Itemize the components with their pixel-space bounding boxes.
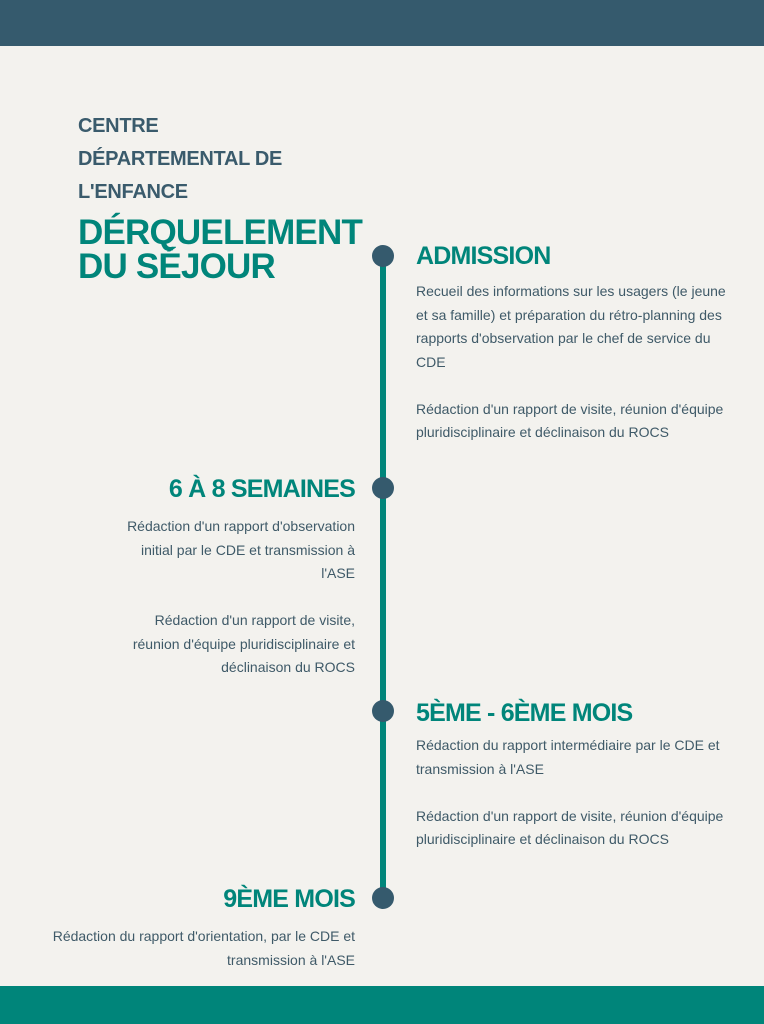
- step-heading-9-month: 9ÈME MOIS: [223, 885, 355, 913]
- top-banner: [0, 0, 764, 46]
- title-line: DÉRQUELEMENT: [78, 213, 363, 252]
- step-heading-admission: ADMISSION: [416, 242, 551, 270]
- org-line: CENTRE: [78, 115, 159, 137]
- step-paragraph: Recueil des informations sur les usagers (le jeune et sa famille) et préparation du rétro-planning des rapports d'observation par le chef de service du CDE: [416, 283, 726, 370]
- step-heading-6-8-weeks: 6 À 8 SEMAINES: [168, 475, 355, 503]
- step-paragraph: Rédaction du rapport intermédiaire par le CDE et transmission à l'ASE: [416, 737, 720, 777]
- page-title: [78, 213, 378, 286]
- title-line: DU SÉJOUR: [78, 247, 276, 286]
- organization-name: [78, 110, 318, 209]
- step-description-admission: [416, 280, 738, 445]
- timeline-dot-admission: [372, 245, 394, 267]
- step-paragraph: Rédaction d'un rapport de visite, réunion d'équipe pluridisciplinaire et déclinaison du ROCS: [416, 400, 724, 440]
- timeline-dot-5-6-month: [372, 700, 394, 722]
- step-description-6-8-weeks: [105, 515, 355, 680]
- step-heading-5-6-month: 5ÈME - 6ÈME MOIS: [416, 699, 633, 727]
- timeline-dot-6-8-weeks: [372, 477, 394, 499]
- step-description-9-month: [40, 925, 355, 972]
- timeline-dot-9-month: [372, 887, 394, 909]
- step-paragraph: Rédaction d'un rapport de visite, réunion d'équipe pluridisciplinaire et déclinaison du ROCS: [416, 807, 724, 847]
- step-paragraph: Rédaction d'un rapport de visite, réunion d'équipe pluridisciplinaire et déclinaison du ROCS: [132, 612, 355, 675]
- step-paragraph: Rédaction du rapport d'orientation, par le CDE et transmission à l'ASE: [52, 928, 355, 968]
- bottom-banner: [0, 986, 764, 1024]
- step-paragraph: Rédaction d'un rapport d'observation initial par le CDE et transmission à l'ASE: [127, 518, 355, 581]
- org-line: L'ENFANCE: [78, 181, 188, 203]
- org-line: DÉPARTEMENTAL DE: [78, 148, 283, 170]
- timeline-line: [380, 256, 386, 898]
- step-description-5-6-month: [416, 734, 738, 852]
